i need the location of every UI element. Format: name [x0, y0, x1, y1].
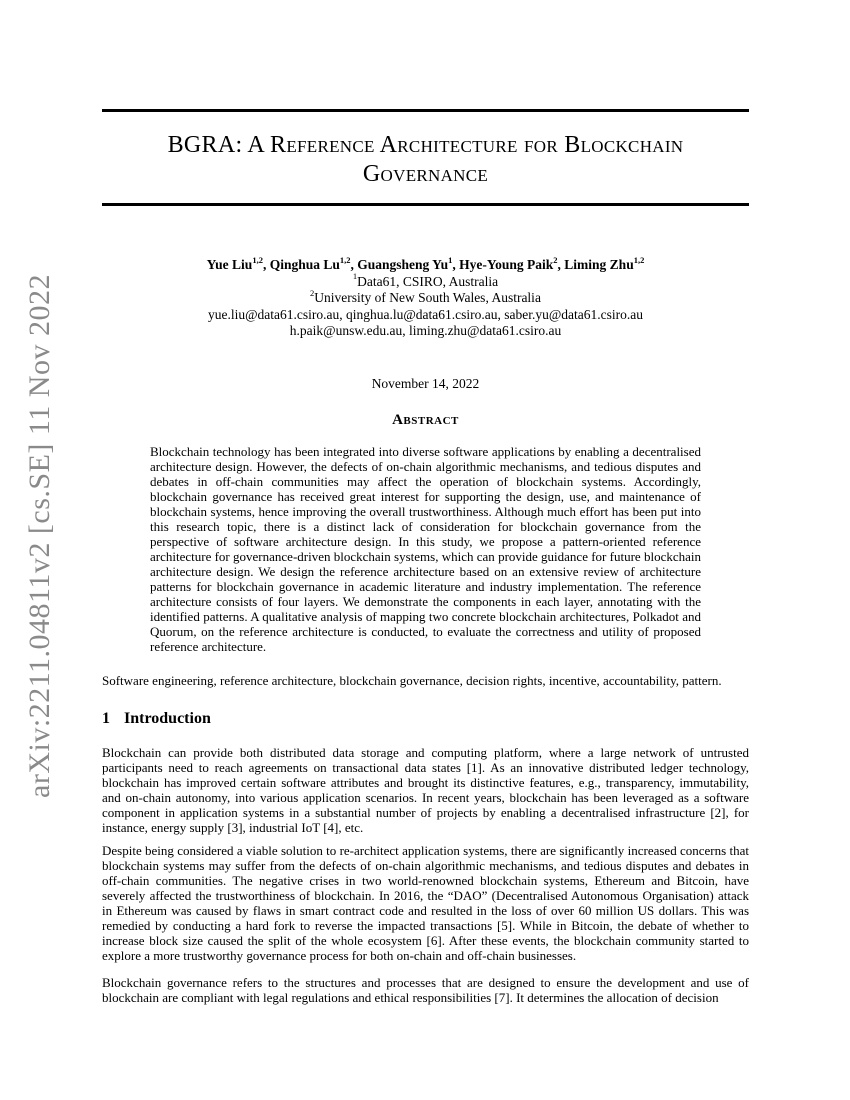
author-name: Hye-Young Paik: [459, 257, 554, 272]
author-block: [102, 254, 749, 340]
abstract-heading: Abstract: [392, 412, 459, 428]
section-heading: [102, 710, 211, 728]
body-paragraph: Blockchain governance refers to the structures and processes that are designed to ensure the development and use of blockchain are compliant with legal regulations and ethical responsibilities [7]. It determines the allocation of decision: [102, 975, 749, 1005]
section-title: Introduction: [124, 710, 211, 727]
title-line-2: Governance: [362, 161, 489, 187]
author-affiliation-mark: 1,2: [252, 254, 263, 265]
author-affiliation-mark: 1: [448, 254, 453, 265]
paper-title: [102, 131, 749, 189]
body-paragraph: Blockchain can provide both distributed data storage and computing platform, where a large network of untrusted participants need to reach agreements on transactional data states [1]. As an innovative distributed ledger technology, blockchain has improved certain software attributes and brought its distinctive features, e.g., transparency, immutability, and on-chain autonomy, into various application scenarios. In recent years, blockchain has been leveraged as a software component in application systems in a substantial number of projects by enabling a decentralised infrastructure [2], for instance, energy supply [3], industrial IoT [4], etc.: [102, 745, 749, 835]
body-paragraph: Despite being considered a viable solution to re-architect application systems, there are significantly increased concerns that blockchain systems may suffer from the defects of on-chain algorithmic mechanisms, and tedious disputes and debates in off-chain communities. The negative crises in two world-renowned blockchain systems, Ethereum and Bitcoin, have severely affected the trustworthiness of blockchain. In 2016, the “DAO” (Decentralised Autonomous Organisation) attack in Ethereum was caused by flaws in smart contract code and resulted in the loss of over 60 million US dollars. This was remedied by conducting a hard fork to reverse the impacted transactions [5]. While in Bitcoin, the debate of whether to increase block size caused the split of the whole ecosystem [6]. After these events, the blockchain community started to explore a more trustworthy governance process for both on-chain and off-chain businesses.: [102, 843, 749, 963]
title-line-1: BGRA: A Reference Architecture for Blockchain: [167, 132, 684, 158]
affiliation-text: Data61, CSIRO, Australia: [357, 273, 499, 289]
author-name: Qinghua Lu: [269, 257, 340, 272]
affiliation-text: University of New South Wales, Australia: [314, 290, 541, 305]
arxiv-identifier: arXiv:2211.04811v2 [cs.SE] 11 Nov 2022: [23, 274, 56, 798]
title-bottom-rule: [102, 203, 749, 206]
affiliation-number: 1: [352, 271, 358, 281]
affiliation-line: [102, 287, 749, 307]
section-number: 1: [102, 710, 110, 727]
author-affiliation-mark: 2: [553, 254, 558, 265]
affiliation-line: [102, 271, 749, 291]
author-emails-line-1: yue.liu@data61.csiro.au, qinghua.lu@data61.csiro.au, saber.yu@data61.csiro.au: [207, 306, 644, 322]
paper-date: November 14, 2022: [371, 376, 480, 391]
abstract-text: Blockchain technology has been integrated into diverse software applications by enabling a decentralised architecture design. However, the defects of on-chain algorithmic mechanisms, and tedious disputes and debates in off-chain communities may affect the operation of blockchain systems. Accordingly, blockchain governance has received great interest for supporting the design, use, and maintenance of blockchain systems, hence improving the overall trustworthiness. Although much effort has been put into this research topic, there is a distinct lack of consideration for blockchain governance from the perspective of software architecture design. In this study, we propose a pattern-oriented reference architecture for governance-driven blockchain systems, which can provide guidance for future blockchain architecture design. We design the reference architecture based on an extensive review of architecture patterns for blockchain governance in academic literature and industry implementation. The reference architecture consists of four layers. We demonstrate the components in each layer, annotating with the identified patterns. A qualitative analysis of mapping two concrete blockchain architectures, Polkadot and Quorum, on the reference architecture is conducted, to evaluate the correctness and utility of proposed reference architecture.: [150, 444, 701, 654]
affiliation-number: 2: [310, 287, 315, 298]
author-name: Liming Zhu: [564, 257, 634, 272]
author-name: Yue Liu: [206, 257, 253, 272]
author-affiliation-mark: 1,2: [633, 254, 645, 265]
keywords: Software engineering, reference architecture, blockchain governance, decision rights, incentive, accountability, pattern.: [102, 673, 722, 688]
author-affiliation-mark: 1,2: [339, 254, 351, 265]
title-top-rule: [102, 109, 749, 112]
author-emails-line-2: h.paik@unsw.edu.au, liming.zhu@data61.csiro.au: [289, 323, 562, 338]
author-list: Yue Liu$^{1,2}$, Qinghua Lu$^{1,2}$, Guangsheng Yu$^1$, Hye-Young Paik$^2$, Liming Zhu$^{1,2}$: [206, 254, 645, 272]
author-name: Guangsheng Yu: [357, 257, 449, 272]
